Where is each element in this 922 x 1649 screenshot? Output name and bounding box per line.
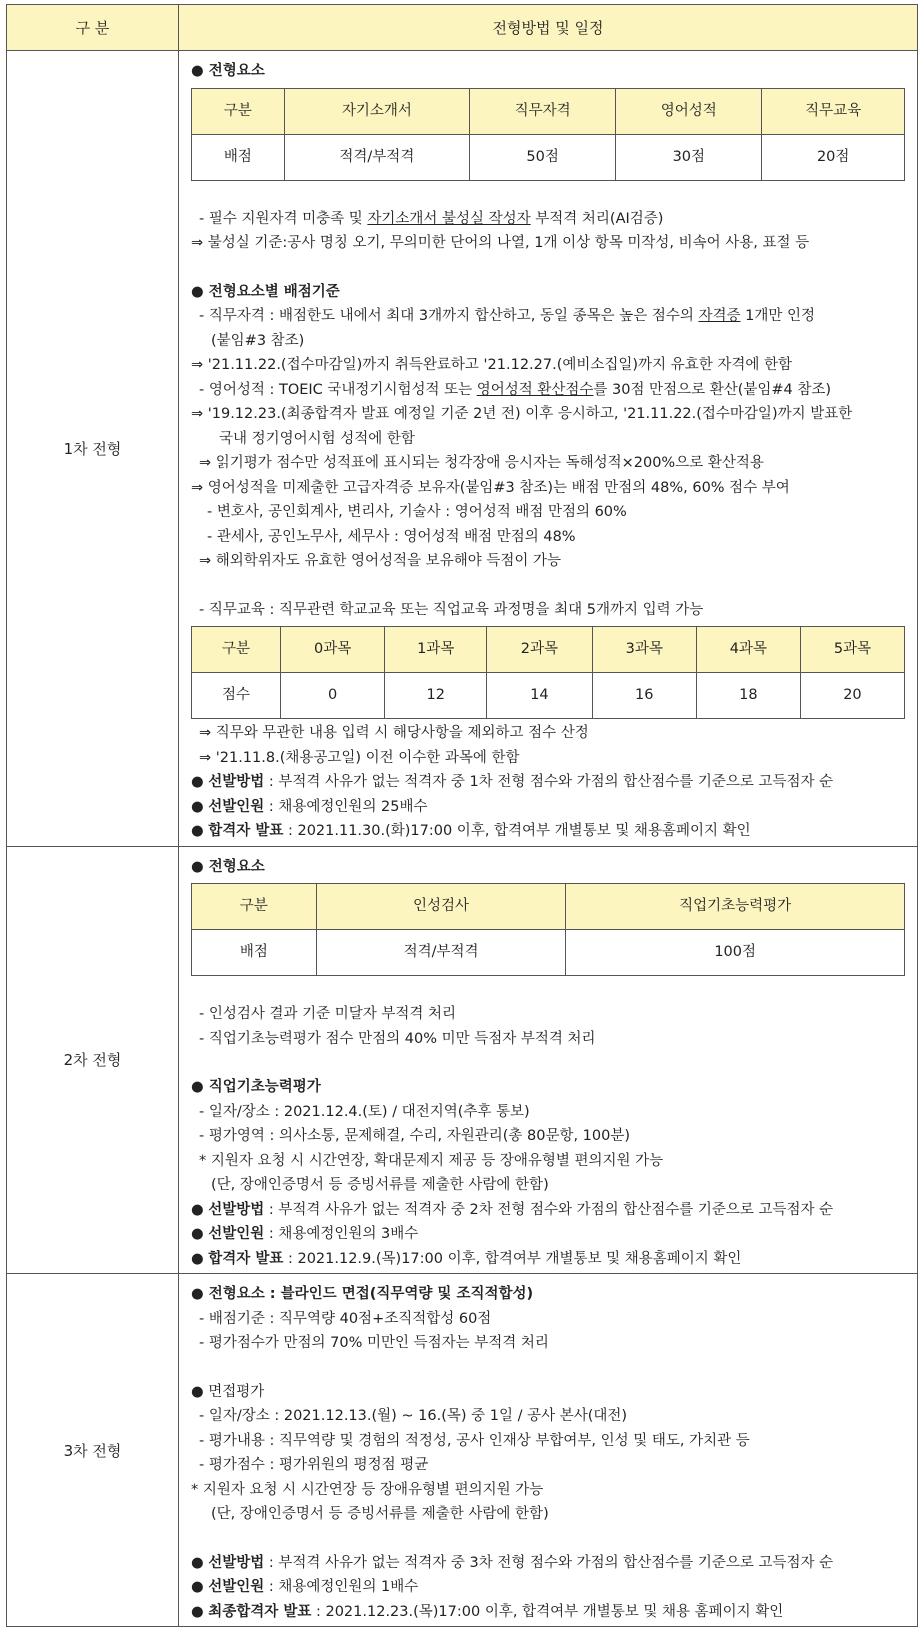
label: 선발방법 [208,1554,265,1571]
stage1-label: 1차 전형 [7,51,179,847]
text: 부적격 처리(AI검증) [530,210,664,227]
stage1-english-date: ⇒ '19.12.23.(최종합격자 발표 예정일 기준 2년 전) 이후 응시하고, '21.11.22.(접수마감일)까지 발표한 [191,406,853,422]
stage1-education-cell: 16 [592,673,696,719]
stage1-job-ref: (붙임#3 참조) [211,332,305,349]
stage1-content [179,51,918,847]
text: - 필수 지원자격 미충족 및 [199,210,368,227]
stage1-education-header-cell: 2과목 [487,627,593,673]
stage2-score-header-cell: 직업기초능력평가 [566,884,905,930]
stage1-education-note1: ⇒ 직무와 무관한 내용 입력 시 해당사항을 제외하고 점수 산정 [199,725,589,741]
stage1-criteria-title: ● 전형요소별 배점기준 [191,283,340,300]
stage1-score-cell: 30점 [616,134,762,180]
label: 선발인원 [208,1226,265,1242]
stage2-row [7,846,918,1274]
text: 를 30점 만점으로 환산(붙임#4 참조) [593,381,832,398]
stage2-elements-title: ● 전형요소 [191,858,265,875]
stage3-label: 3차 전형 [7,1274,179,1627]
label: 합격자 발표 [208,823,284,839]
label: 선발방법 [208,774,265,790]
stage2-ncs-support: * 지원자 요청 시 시간연장, 확대문제지 제공 등 장애유형별 편의지원 가능 [199,1152,664,1169]
stage1-english-abroad: ⇒ 해외학위자도 유효한 영어성적을 보유해야 득점이 가능 [199,553,561,569]
stage2-selection-count: ● 선발인원 : 채용예정인원의 3배수 [191,1226,419,1242]
stage1-score-header-cell: 영어성적 [616,88,762,134]
stage1-education-header-cell: 0과목 [281,627,385,673]
text: 1개만 인정 [740,308,815,324]
stage1-education-header-cell: 3과목 [592,627,696,673]
text: - 직무자격 : 배점한도 내에서 최대 3개까지 합산하고, 동일 종목은 높은 점수의 [199,308,699,324]
header-row [7,5,918,51]
label: 선발방법 [208,1201,265,1218]
stage1-education-cell: 14 [487,673,593,719]
stage1-education-cell: 20 [800,673,904,719]
text-underlined: 자격증 [698,308,741,324]
stage1-note-disqualify [191,207,905,232]
value: : 2021.12.9.(목)17:00 이후, 합격여부 개별통보 및 채용홈페이지 확인 [283,1250,742,1267]
stage2-note-ncs: - 직업기초능력평가 점수 만점의 40% 미만 득점자 부적격 처리 [199,1030,596,1047]
stage1-note-insincere: ⇒ 불성실 기준:공사 명칭 오기, 무의미한 단어의 나열, 1개 이상 항목 미작성, 비속어 사용, 표절 등 [191,235,810,251]
stage1-score-header-cell: 직무교육 [762,88,905,134]
stage3-interview-title: ● 면접평가 [191,1383,265,1400]
stage1-education-note2: ⇒ '21.11.8.(채용공고일) 이전 이수한 과목에 한함 [199,749,520,766]
stage3-elements-title: ● 전형요소 : 블라인드 면접(직무역량 및 조직적합성) [191,1286,534,1302]
stage2-score-table [191,883,905,976]
stage2-note-personality: - 인성검사 결과 기준 미달자 부적격 처리 [199,1006,456,1022]
header-method-schedule: 전형방법 및 일정 [179,5,918,51]
stage1-selection-count: ● 선발인원 : 채용예정인원의 25배수 [191,798,428,815]
stage1-education-cell: 점수 [192,673,281,719]
stage1-score-table [191,88,905,181]
stage2-label: 2차 전형 [7,846,179,1274]
stage1-education: - 직무교육 : 직무관련 학교교육 또는 직업교육 과정명을 최대 5개까지 입력 가능 [199,601,704,618]
stage1-job-qual [191,304,905,329]
text-underlined: 영어성적 환산점수 [476,381,594,398]
stage1-education-header-cell: 4과목 [696,627,800,673]
value: : 부적격 사유가 없는 적격자 중 3차 전형 점수와 가점의 합산점수를 기준으로 고득점자 순 [264,1554,834,1571]
stage1-selection-method: ● 선발방법 : 부적격 사유가 없는 적격자 중 1차 전형 점수와 가점의 합산점수를 기준으로 고득점자 순 [191,774,834,790]
value: : 2021.11.30.(화)17:00 이후, 합격여부 개별통보 및 채용홈페이지 확인 [283,823,751,839]
stage2-score-cell: 100점 [566,930,905,976]
value: : 채용예정인원의 3배수 [264,1226,419,1242]
stage1-education-table [191,626,905,719]
stage3-elements-title-text: 전형요소 : 블라인드 면접(직무역량 및 조직적합성) [208,1286,534,1302]
stage1-education-cell: 0 [281,673,385,719]
label: 선발인원 [208,1579,265,1595]
text-underlined: 자기소개서 불성실 작성자 [367,210,531,227]
stage1-education-cell: 12 [385,673,487,719]
stage3-row [7,1274,918,1627]
stage1-english-advanced-48: - 관세사, 공인노무사, 세무사 : 영어성적 배점 만점의 48% [207,528,576,545]
stage1-score-header-cell: 구분 [192,88,285,134]
stage1-announcement: ● 합격자 발표 : 2021.11.30.(화)17:00 이후, 합격여부 개별통보 및 채용홈페이지 확인 [191,823,751,839]
stage1-criteria-title-text: 전형요소별 배점기준 [208,283,340,300]
stage1-score-header [192,88,905,134]
value: : 부적격 사유가 없는 적격자 중 1차 전형 점수와 가점의 합산점수를 기준으로 고득점자 순 [264,774,834,790]
stage1-english-advanced: ⇒ 영어성적을 미제출한 고급자격증 보유자(붙임#3 참조)는 배점 만점의 48%, 60% 점수 부여 [191,479,790,496]
recruitment-process-table [6,4,918,1627]
stage1-row [7,51,918,847]
value: : 채용예정인원의 25배수 [264,798,428,815]
value: : 2021.12.23.(목)17:00 이후, 합격여부 개별통보 및 채용 홈페이지 확인 [311,1603,784,1620]
label: 최종합격자 발표 [208,1603,312,1620]
stage3-announcement: ● 최종합격자 발표 : 2021.12.23.(목)17:00 이후, 합격여부 개별통보 및 채용 홈페이지 확인 [191,1603,784,1620]
stage1-elements-title-text: 전형요소 [208,63,265,79]
stage2-ncs-area: - 평가영역 : 의사소통, 문제해결, 수리, 자원관리(총 80문항, 100분) [199,1128,631,1144]
stage1-score-cell: 50점 [470,134,616,180]
stage2-selection-method: ● 선발방법 : 부적격 사유가 없는 적격자 중 2차 전형 점수와 가점의 합산점수를 기준으로 고득점자 순 [191,1201,834,1218]
stage1-education-header-cell: 5과목 [800,627,904,673]
stage2-score-header-cell: 인성검사 [316,884,566,930]
stage1-job-date: ⇒ '21.11.22.(접수마감일)까지 취득완료하고 '21.12.27.(예비소집일)까지 유효한 자격에 한함 [191,357,792,373]
stage2-elements-title-text: 전형요소 [208,858,265,875]
stage3-criteria-cutoff: - 평가점수가 만점의 70% 미만인 득점자는 부적격 처리 [199,1335,549,1351]
stage3-interview-score: - 평가점수 : 평가위원의 평정점 평균 [199,1457,429,1473]
stage3-interview-support: * 지원자 요청 시 시간연장 등 장애유형별 편의지원 가능 [191,1481,544,1498]
stage1-elements-title: ● 전형요소 [191,63,265,79]
stage2-score-cell: 적격/부적격 [316,930,566,976]
stage2-ncs-title: ● 직업기초능력평가 [191,1079,321,1095]
stage2-content [179,846,918,1274]
stage1-score-header-cell: 직무자격 [470,88,616,134]
stage3-interview-content: - 평가내용 : 직무역량 및 경험의 적정성, 공사 인재상 부합여부, 인성 및 태도, 가치관 등 [199,1432,750,1449]
stage1-english-advanced-60: - 변호사, 공인회계사, 변리사, 기술사 : 영어성적 배점 만점의 60% [207,504,627,520]
stage3-selection-method: ● 선발방법 : 부적격 사유가 없는 적격자 중 3차 전형 점수와 가점의 합산점수를 기준으로 고득점자 순 [191,1554,834,1571]
value: : 채용예정인원의 1배수 [264,1579,419,1595]
stage1-english [191,378,905,403]
stage2-ncs-title-text: 직업기초능력평가 [208,1079,321,1095]
stage1-english-reading: ⇒ 읽기평가 점수만 성적표에 표시되는 청각장애 응시자는 독해성적×200%으로 환산적용 [199,455,764,471]
stage3-selection-count: ● 선발인원 : 채용예정인원의 1배수 [191,1579,419,1595]
stage2-score-header [192,884,905,930]
stage1-education-row [192,673,905,719]
stage2-ncs-date: - 일자/장소 : 2021.12.4.(토) / 대전지역(추후 통보) [199,1103,530,1120]
stage2-score-row [192,930,905,976]
label: 선발인원 [208,798,265,815]
value: : 부적격 사유가 없는 적격자 중 2차 전형 점수와 가점의 합산점수를 기준으로 고득점자 순 [264,1201,834,1218]
stage1-score-cell: 20점 [762,134,905,180]
stage1-education-header-cell: 1과목 [385,627,487,673]
stage2-announcement: ● 합격자 발표 : 2021.12.9.(목)17:00 이후, 합격여부 개별통보 및 채용홈페이지 확인 [191,1250,742,1267]
label: 합격자 발표 [208,1250,284,1267]
stage1-english-date-cont: 국내 정기영어시험 성적에 한함 [219,430,415,447]
stage2-score-cell: 배점 [192,930,317,976]
stage2-ncs-support-cond: (단, 장애인증명서 등 증빙서류를 제출한 사람에 한함) [211,1177,549,1193]
stage3-interview-support-cond: (단, 장애인증명서 등 증빙서류를 제출한 사람에 한함) [211,1506,549,1522]
stage1-score-cell: 적격/부적격 [284,134,469,180]
stage1-score-cell: 배점 [192,134,285,180]
stage1-score-row [192,134,905,180]
stage1-education-cell: 18 [696,673,800,719]
stage3-interview-date: - 일자/장소 : 2021.12.13.(월) ~ 16.(목) 중 1일 / 공사 본사(대전) [199,1408,628,1424]
stage1-education-header-cell: 구분 [192,627,281,673]
text: - 영어성적 : TOEIC 국내정기시험성적 또는 [199,381,477,398]
stage1-score-header-cell: 자기소개서 [284,88,469,134]
stage2-score-header-cell: 구분 [192,884,317,930]
stage1-education-header [192,627,905,673]
stage3-content [179,1274,918,1627]
stage3-criteria: - 배점기준 : 직무역량 40점+조직적합성 60점 [199,1310,492,1327]
stage3-interview-title-text: 면접평가 [208,1383,265,1400]
header-category: 구 분 [7,5,179,51]
